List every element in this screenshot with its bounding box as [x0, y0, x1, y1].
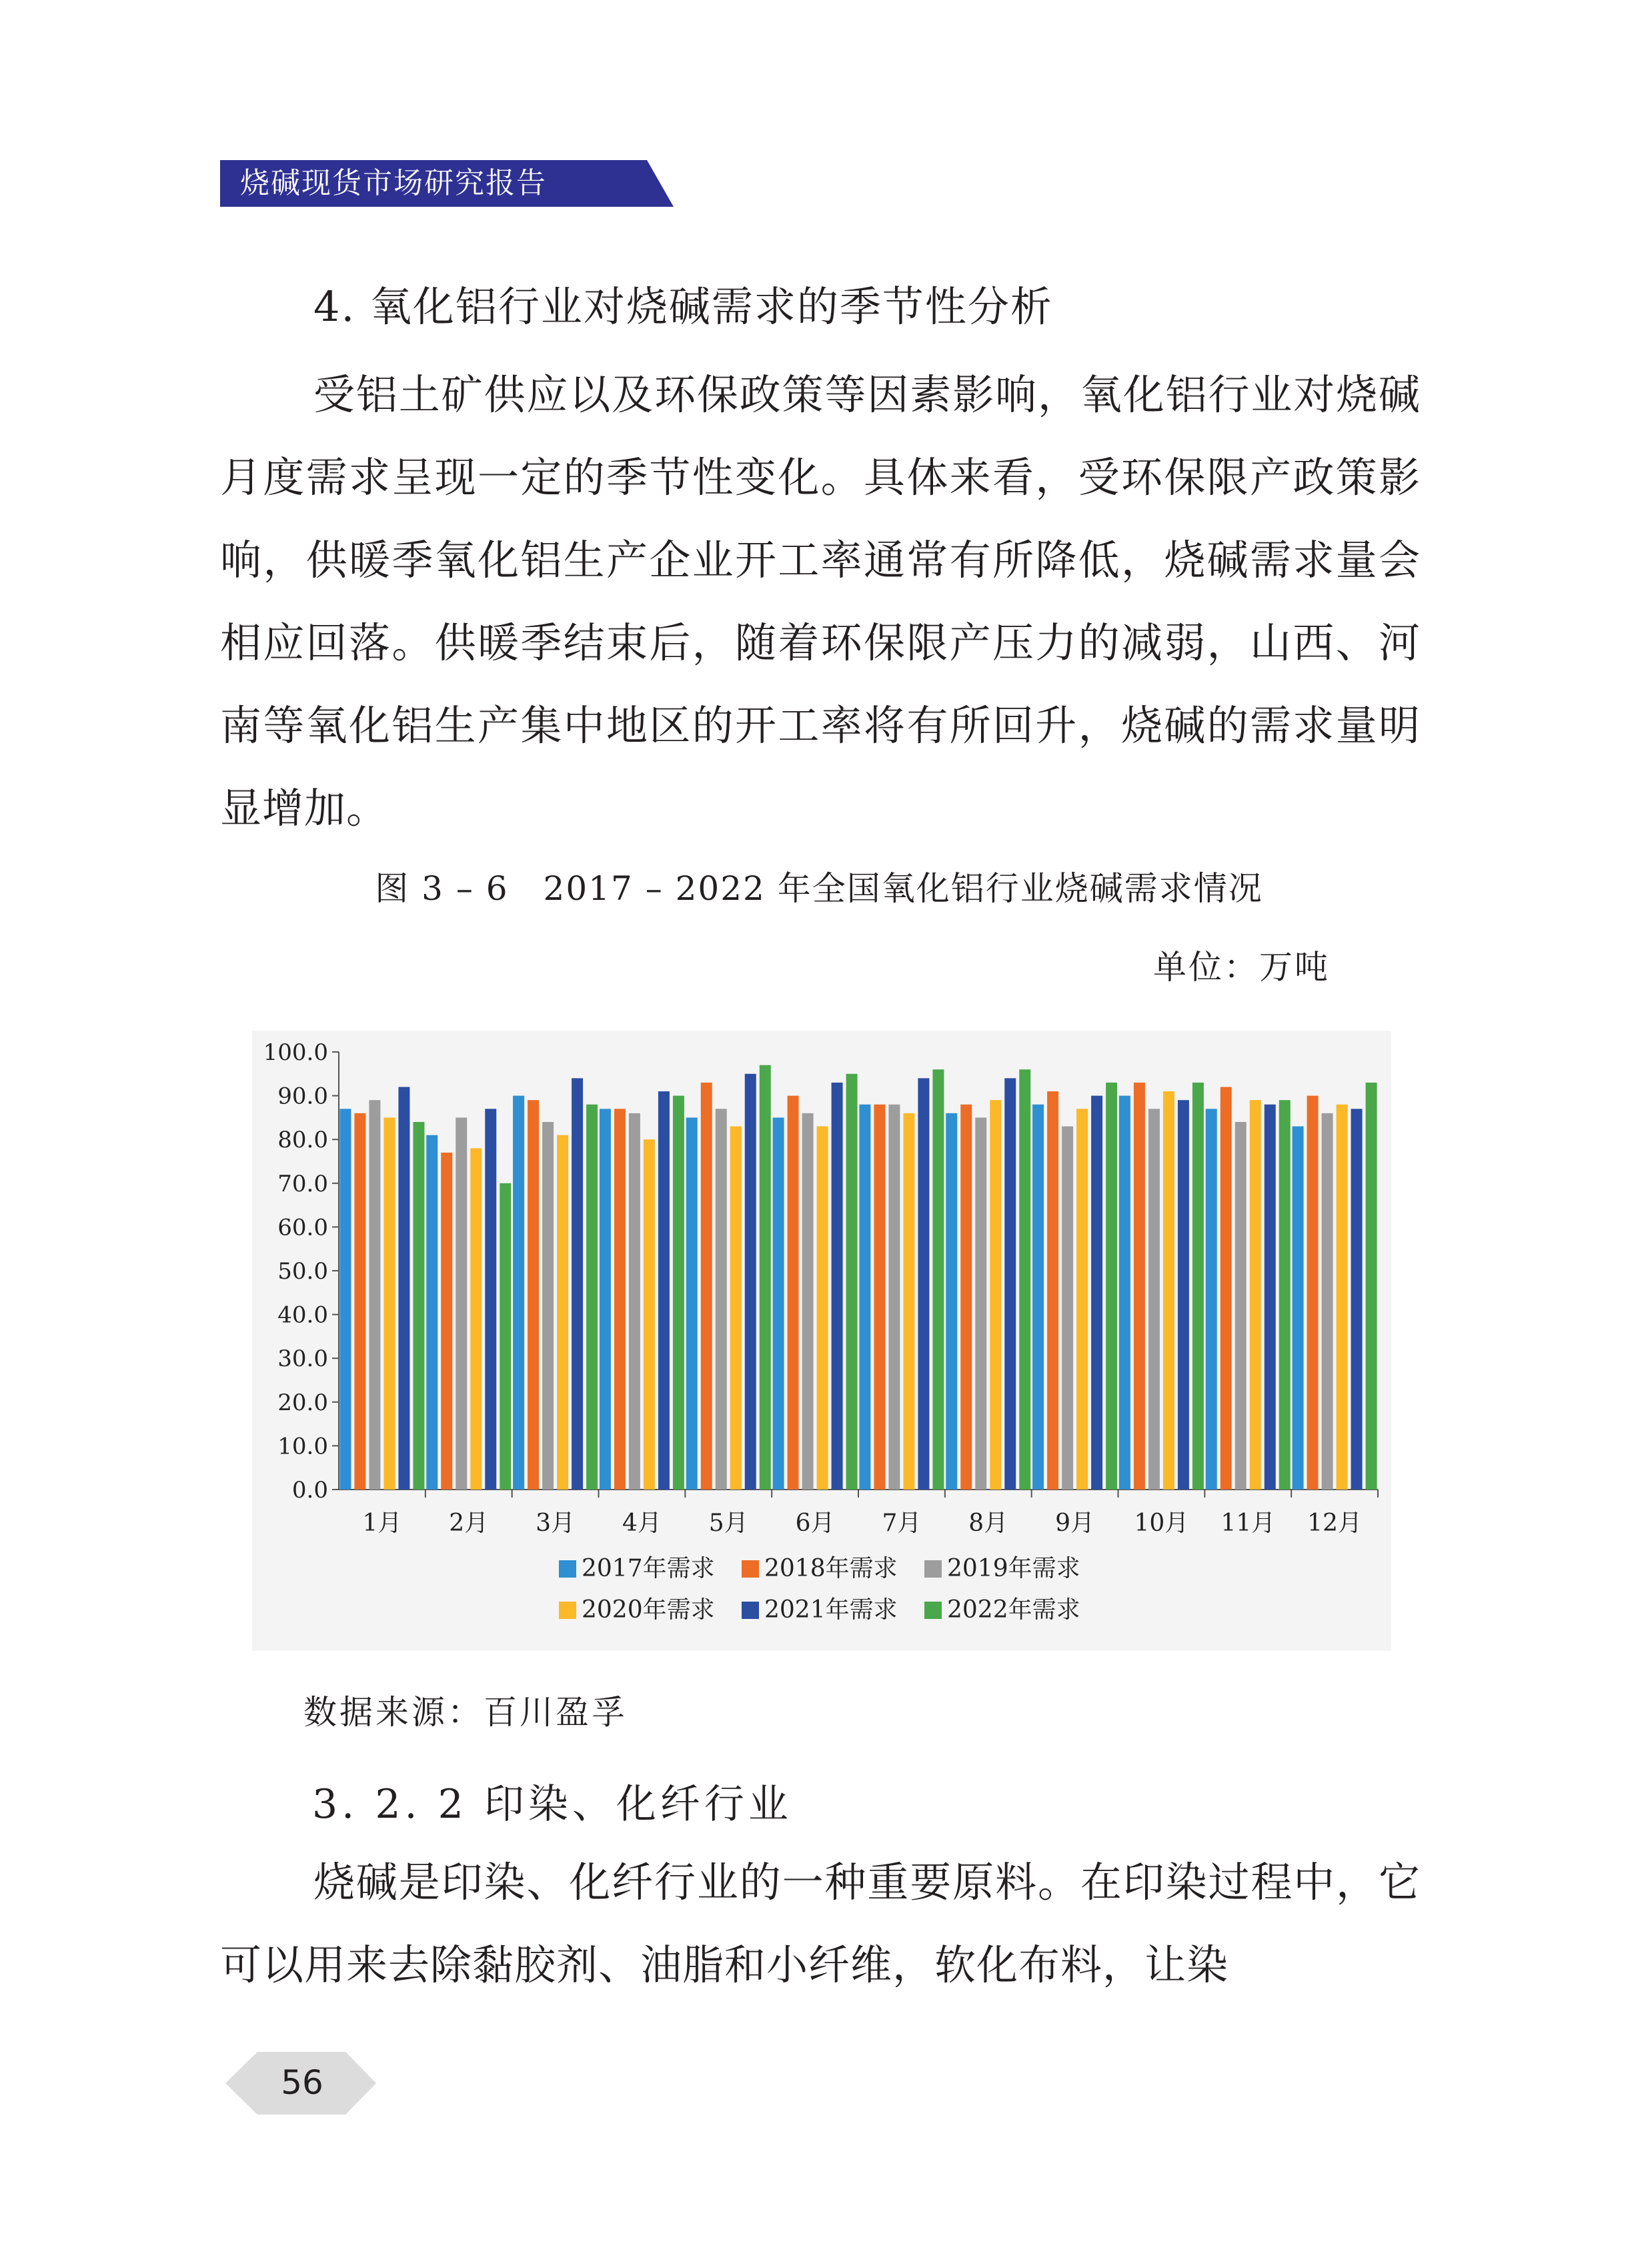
bar-2017年需求 — [513, 1096, 524, 1490]
legend-label: 2021年需求 — [764, 1596, 898, 1624]
bar-2021年需求 — [485, 1109, 496, 1490]
bar-2022年需求 — [413, 1122, 424, 1490]
page-number-badge — [225, 2047, 379, 2120]
chart-container — [252, 1031, 1391, 1651]
bar-2021年需求 — [1091, 1096, 1102, 1490]
bar-2019年需求 — [629, 1113, 640, 1490]
x-tick-label: 11月 — [1220, 1510, 1276, 1537]
x-tick-label: 3月 — [536, 1510, 576, 1537]
bar-2017年需求 — [600, 1109, 611, 1490]
bar-2020年需求 — [644, 1139, 655, 1490]
figure-caption: 图 3 – 6 2017 – 2022 年全国氧化铝行业烧碱需求情况 — [375, 869, 1263, 908]
legend-label: 2019年需求 — [947, 1555, 1080, 1582]
data-source: 数据来源：百川盈孚 — [303, 1693, 628, 1732]
bar-2020年需求 — [1337, 1105, 1348, 1490]
bar-2017年需求 — [859, 1105, 870, 1490]
y-tick-label: 70.0 — [277, 1170, 328, 1197]
bar-2018年需求 — [441, 1153, 452, 1490]
y-tick-label: 60.0 — [277, 1214, 328, 1241]
bar-2019年需求 — [1235, 1122, 1247, 1490]
bar-2022年需求 — [1366, 1083, 1377, 1490]
legend-swatch — [742, 1560, 759, 1578]
bar-2018年需求 — [614, 1109, 626, 1490]
subsection-paragraph: 烧碱是印染、化纤行业的一种重要原料。在印染过程中，它可以用来去除黏胶剂、油脂和小纤维，软化布料，让染 — [220, 1858, 1421, 1989]
bar-2020年需求 — [1076, 1109, 1088, 1490]
x-tick-label: 9月 — [1055, 1510, 1095, 1537]
bar-2018年需求 — [354, 1113, 365, 1490]
bar-2021年需求 — [1004, 1078, 1016, 1490]
bar-2022年需求 — [500, 1183, 511, 1490]
bar-2021年需求 — [832, 1083, 843, 1490]
x-tick-label: 8月 — [968, 1510, 1008, 1537]
bar-2020年需求 — [817, 1127, 828, 1490]
y-tick-label: 20.0 — [277, 1389, 328, 1416]
bar-2018年需求 — [1307, 1096, 1319, 1490]
bar-2019年需求 — [1148, 1109, 1160, 1490]
section-heading: 4. 氧化铝行业对烧碱需求的季节性分析 — [313, 282, 1053, 331]
y-tick-label: 80.0 — [277, 1127, 328, 1154]
subsection-heading: 3. 2. 2 印染、化纤行业 — [312, 1781, 792, 1828]
y-tick-label: 100.0 — [263, 1039, 328, 1066]
bar-2018年需求 — [1134, 1083, 1145, 1490]
bar-2017年需求 — [426, 1135, 438, 1490]
bar-2022年需求 — [1279, 1100, 1291, 1490]
legend-swatch — [559, 1602, 576, 1619]
running-header-title: 烧碱现货市场研究报告 — [240, 166, 547, 200]
bar-2018年需求 — [701, 1083, 712, 1490]
bar-2021年需求 — [572, 1078, 583, 1490]
bar-2018年需求 — [960, 1105, 972, 1490]
bar-2019年需求 — [542, 1122, 554, 1490]
x-tick-label: 12月 — [1307, 1510, 1362, 1537]
bar-2017年需求 — [773, 1117, 784, 1490]
bar-2020年需求 — [1250, 1100, 1261, 1490]
bar-2021年需求 — [658, 1091, 670, 1490]
bar-2022年需求 — [1106, 1083, 1117, 1490]
bar-2018年需求 — [528, 1100, 539, 1490]
bar-2022年需求 — [586, 1105, 598, 1490]
bar-2021年需求 — [398, 1087, 410, 1490]
y-tick-label: 10.0 — [277, 1433, 328, 1460]
legend-swatch — [742, 1602, 759, 1619]
page-number: 56 — [281, 2063, 323, 2102]
bar-2019年需求 — [1322, 1113, 1333, 1490]
bar-2021年需求 — [1351, 1109, 1363, 1490]
bar-2021年需求 — [745, 1074, 756, 1490]
legend-swatch — [924, 1602, 942, 1619]
bar-2017年需求 — [1293, 1127, 1304, 1490]
bar-2020年需求 — [730, 1127, 742, 1490]
x-tick-label: 7月 — [882, 1510, 922, 1537]
bar-2021年需求 — [918, 1078, 929, 1490]
bar-2019年需求 — [1062, 1127, 1073, 1490]
bar-2020年需求 — [383, 1117, 395, 1490]
legend-swatch — [559, 1560, 576, 1578]
x-tick-label: 6月 — [795, 1510, 835, 1537]
bar-2018年需求 — [874, 1105, 885, 1490]
section-paragraph: 受铝土矿供应以及环保政策等因素影响，氧化铝行业对烧碱月度需求呈现一定的季节性变化。具体来看，受环保限产政策影响，供暖季氧化铝生产企业开工率通常有所降低，烧碱需求量会相应回落。供暖季结束后，随着环保限产压力的减弱，山西、河南等氧化铝生产集中地区的开工率将有所回升，烧碱的需求量明显增加。 — [220, 370, 1421, 832]
bar-2019年需求 — [888, 1105, 900, 1490]
y-tick-label: 30.0 — [277, 1345, 328, 1373]
bar-2022年需求 — [760, 1065, 771, 1490]
bar-2018年需求 — [1047, 1091, 1058, 1490]
y-tick-label: 50.0 — [277, 1258, 328, 1285]
bar-2022年需求 — [932, 1069, 944, 1490]
bar-2017年需求 — [1119, 1096, 1130, 1490]
bar-2017年需求 — [339, 1109, 351, 1490]
y-tick-label: 0.0 — [291, 1477, 328, 1504]
figure-unit: 单位：万吨 — [1153, 948, 1330, 987]
x-tick-label: 5月 — [708, 1510, 748, 1537]
bar-2022年需求 — [846, 1074, 858, 1490]
bar-2020年需求 — [990, 1100, 1001, 1490]
bar-2017年需求 — [946, 1113, 957, 1490]
bar-2017年需求 — [1206, 1109, 1217, 1490]
bar-2020年需求 — [470, 1148, 482, 1490]
legend-label: 2017年需求 — [582, 1555, 715, 1582]
header-banner — [220, 160, 674, 207]
y-tick-label: 40.0 — [277, 1301, 328, 1329]
bar-2020年需求 — [903, 1113, 914, 1490]
bar-2019年需求 — [369, 1100, 380, 1490]
bar-2019年需求 — [802, 1113, 814, 1490]
x-tick-label: 4月 — [622, 1510, 662, 1537]
bar-2018年需求 — [788, 1096, 799, 1490]
bar-2020年需求 — [1163, 1091, 1174, 1490]
bar-2021年需求 — [1178, 1100, 1189, 1490]
bar-2019年需求 — [975, 1117, 986, 1490]
bar-2019年需求 — [716, 1109, 727, 1490]
bar-2019年需求 — [456, 1117, 467, 1490]
x-tick-label: 10月 — [1134, 1510, 1189, 1537]
bar-2022年需求 — [673, 1096, 684, 1490]
legend-label: 2018年需求 — [764, 1555, 898, 1582]
bar-2022年需求 — [1192, 1083, 1204, 1490]
bar-2018年需求 — [1220, 1087, 1232, 1490]
x-tick-label: 1月 — [362, 1510, 402, 1537]
legend-label: 2022年需求 — [947, 1596, 1080, 1624]
bar-2021年需求 — [1265, 1105, 1276, 1490]
bar-2017年需求 — [1032, 1105, 1044, 1490]
bar-2017年需求 — [686, 1117, 698, 1490]
x-tick-label: 2月 — [449, 1510, 489, 1537]
bar-2020年需求 — [557, 1135, 568, 1490]
legend-swatch — [924, 1560, 942, 1578]
y-tick-label: 90.0 — [277, 1083, 328, 1110]
legend-label: 2020年需求 — [582, 1596, 715, 1624]
bar-2022年需求 — [1019, 1069, 1030, 1490]
bar-chart — [252, 1031, 1391, 1651]
